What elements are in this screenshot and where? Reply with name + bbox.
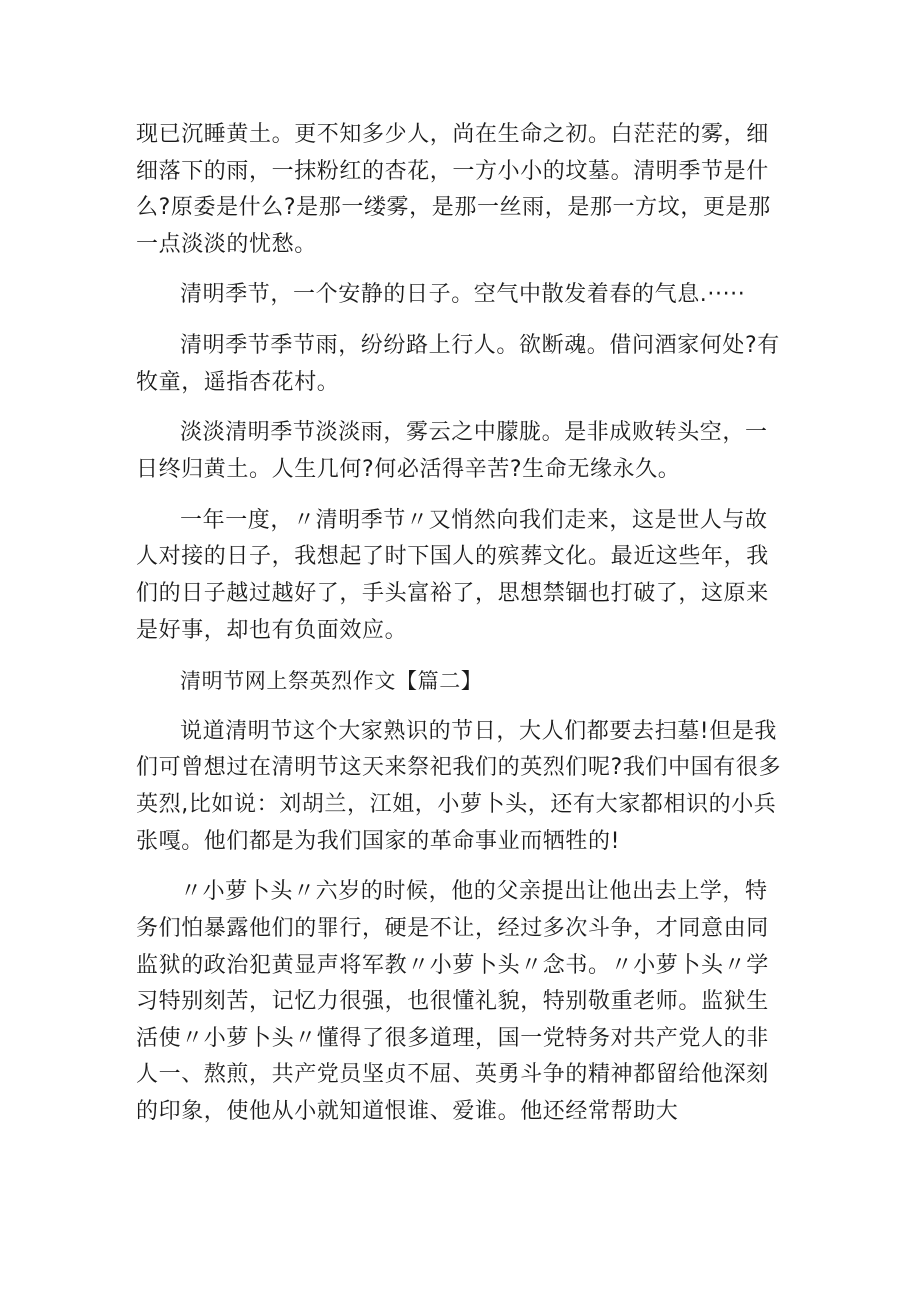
paragraph-poem: 清明季节季节雨，纷纷路上行人。欲断魂。借问酒家何处?有牧童，遥指杏花村。 (136, 333, 780, 395)
section-heading: 清明节网上祭英烈作文【篇二】 (180, 669, 483, 694)
paragraph-little-radish: 〃小萝卜头〃六岁的时候，他的父亲提出让他出去上学，特务们怕暴露他们的罪行，硬是不让，经过多次斗争，才同意由同监狱的政治犯黄显声将军教〃小萝卜头〃念书。〃小萝卜头〃学习特别刻苦，记忆力很强，也很懂礼貌，特别敬重老师。监狱生活使〃小萝卜头〃懂得了很多道理，国一党特务对共产党人的非人一、熬煎，共产党员坚贞不屈、英勇斗争的精神都留给他深刻的印象，使他从小就知道恨谁、爱谁。他还经常帮助大 (136, 879, 769, 1124)
paragraph-light-rain: 淡淡清明季节淡淡雨，雾云之中朦胧。是非成败转头空，一日终归黄土。人生几何?何必活得辛苦?生命无缘永久。 (136, 420, 768, 483)
document-body (136, 117, 786, 1145)
paragraph-continuation: 现已沉睡黄土。更不知多少人，尚在生命之初。白茫茫的雾，细细落下的雨，一抹粉红的杏花，一方小小的坟墓。清明季节是什么?原委是什么?是那一缕雾，是那一丝雨，是那一方坟，更是那一点淡淡的忧愁。 (136, 122, 771, 257)
paragraph-heroes-intro: 说道清明节这个大家熟识的节日，大人们都要去扫墓!但是我们可曾想过在清明节这天来祭祀我们的英烈们呢?我们中国有很多英烈,比如说：刘胡兰，江姐，小萝卜头，还有大家都相识的小兵张嘎。他们都是为我们国家的革命事业而牺牲的! (136, 718, 782, 854)
paragraph-funeral-culture: 一年一度，〃清明季节〃又悄然向我们走来，这是世人与故人对接的日子，我想起了时下国人的殡葬文化。最近这些年，我们的日子越过越好了，手头富裕了，思想禁锢也打破了，这原来是好事，却也有负面效应。 (136, 507, 769, 643)
paragraph-quiet-day: 清明季节，一个安静的日子。空气中散发着春的气息.····· (180, 282, 746, 308)
